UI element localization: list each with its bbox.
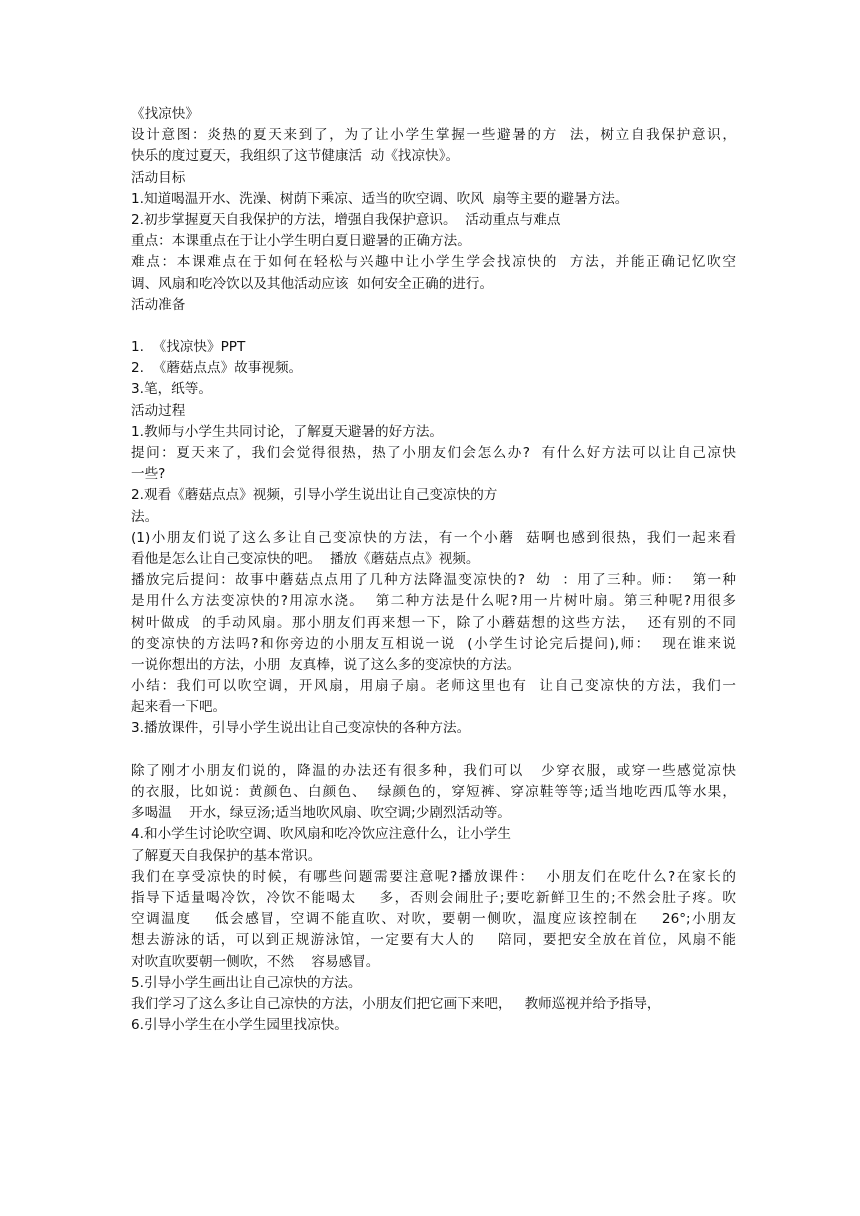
- text-line: 是用什么方法变凉快的?用凉水浇。 第二种方法是什么呢?用一片树叶扇。第三种呢?用很多: [131, 593, 736, 610]
- text-line: 了解夏天自我保护的基本常识。: [131, 847, 322, 864]
- text-line: 我们学习了这么多让自己凉快的方法，小朋友们把它画下来吧， 教师巡视并给予指导，: [131, 995, 661, 1012]
- text-line: 3.播放课件，引导小学生说出让自己变凉快的各种方法。: [131, 720, 471, 737]
- text-line: 难点：本课难点在于如何在轻松与兴趣中让小学生学会找凉快的 方法，并能正确记忆吹空: [131, 254, 736, 271]
- text-line: 2.初步掌握夏天自我保护的方法，增强自我保护意识。 活动重点与难点: [131, 211, 561, 228]
- text-line: 我们在享受凉快的时候，有哪些问题需要注意呢?播放课件： 小朋友们在吃什么?在家长的: [131, 868, 736, 885]
- text-line: 的衣服，比如说：黄颜色、白颜色、 绿颜色的，穿短裤、穿凉鞋等等;适当地吃西瓜等水果，: [131, 784, 736, 800]
- text-line: 活动准备: [131, 296, 186, 313]
- text-line: 4.和小学生讨论吹空调、吹风扇和吃冷饮应注意什么，让小学生: [131, 826, 511, 843]
- text-line: 2. 《蘑菇点点》故事视频。: [131, 360, 303, 377]
- text-line: 的变凉快的方法吗?和你旁边的小朋友互相说一说 (小学生讨论完后提问),师： 现在谁来说: [131, 635, 736, 652]
- text-line: 法。: [131, 508, 159, 525]
- text-line: 多喝温 开水，绿豆汤;适当地吹风扇、吹空调;少剧烈活动等。: [131, 805, 511, 822]
- text-line: 活动目标: [131, 169, 186, 186]
- text-line: 1.教师与小学生共同讨论，了解夏天避暑的好方法。: [131, 423, 444, 440]
- blank-line: [131, 316, 736, 337]
- text-line: 小结：我们可以吹空调，开风扇，用扇子扇。老师这里也有 让自己变凉快的方法，我们一: [131, 678, 736, 695]
- text-line: 调、风扇和吃冷饮以及其他活动应该 如何安全正确的进行。: [131, 275, 494, 292]
- text-line: 6.引导小学生在小学生园里找凉快。: [131, 1017, 348, 1034]
- text-line: 想去游泳的话，可以到正规游泳馆，一定要有大人的 陪同，要把安全放在首位，风扇不能: [131, 932, 736, 949]
- text-line: 对吹直吹要朝一侧吹，不然 容易感冒。: [131, 953, 380, 970]
- text-line: 5.引导小学生画出让自己凉快的方法。: [131, 974, 362, 991]
- text-line: 《找凉快》: [131, 106, 199, 122]
- text-line: 2.观看《蘑菇点点》视频，引导小学生说出让自己变凉快的方: [131, 487, 498, 504]
- text-line: 1.知道喝温开水、洗澡、树荫下乘凉、适当的吹空调、吹风 扇等主要的避暑方法。: [131, 190, 629, 207]
- text-line: (1)小朋友们说了这么多让自己变凉快的方法，有一个小蘑 菇啊也感到很热，我们一起来看: [131, 529, 736, 546]
- text-line: 1. 《找凉快》PPT: [131, 339, 246, 356]
- text-line: 除了刚才小朋友们说的，降温的办法还有很多种，我们可以 少穿衣服，或穿一些感觉凉快: [131, 762, 736, 779]
- text-line: 看他是怎么让自己变凉快的吧。 播放《蘑菇点点》视频。: [131, 550, 480, 567]
- text-line: 设计意图：炎热的夏天来到了，为了让小学生掌握一些避暑的方 法，树立自我保护意识，: [131, 127, 736, 144]
- text-line: 树叶做成 的手动风扇。那小朋友们再来想一下，除了小蘑菇想的这些方法， 还有别的不同: [131, 614, 736, 631]
- text-line: 3.笔，纸等。: [131, 381, 212, 398]
- text-line: 播放完后提问：故事中蘑菇点点用了几种方法降温变凉快的? 幼 ：用了三种。师： 第一种: [131, 572, 736, 589]
- text-line: 起来看一下吧。: [131, 699, 227, 716]
- text-line: 一些?: [131, 466, 166, 483]
- text-line: 空调温度 低会感冒，空调不能直吹、对吹，要朝一侧吹，温度应该控制在 26°;小朋友: [131, 911, 736, 928]
- text-line: 快乐的度过夏天，我组织了这节健康活 动《找凉快》。: [131, 148, 460, 165]
- text-line: 活动过程: [131, 402, 186, 419]
- text-line: 指导下适量喝冷饮，冷饮不能喝太 多，否则会闹肚子;要吃新鲜卫生的;不然会肚子疼。吹: [131, 889, 736, 906]
- text-line: 一说你想出的方法，小朋 友真棒，说了这么多的变凉快的方法。: [131, 656, 521, 673]
- text-line: 提问：夏天来了，我们会觉得很热，热了小朋友们会怎么办? 有什么好方法可以让自己凉快: [131, 445, 736, 461]
- blank-line: [131, 740, 736, 761]
- text-line: 重点：本课重点在于让小学生明白夏日避暑的正确方法。: [131, 233, 471, 250]
- document-body: [131, 104, 736, 1036]
